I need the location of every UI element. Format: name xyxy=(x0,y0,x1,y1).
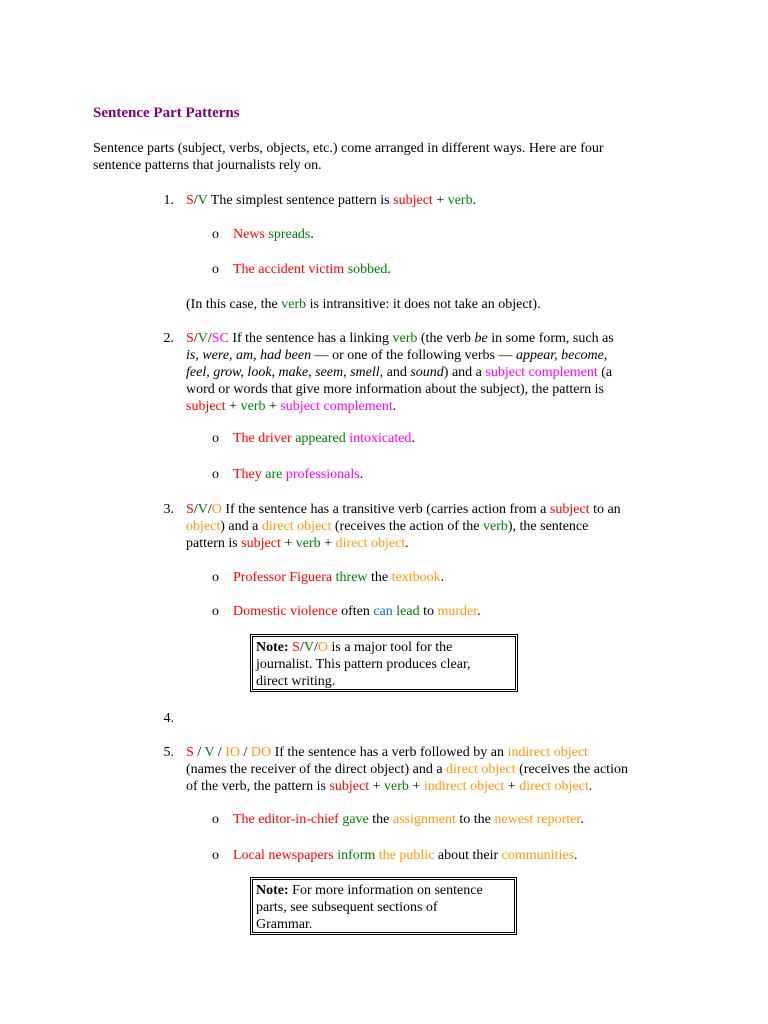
text-run: . xyxy=(387,262,391,277)
term-subject: subject xyxy=(186,399,226,414)
text-run: in some form, such as xyxy=(487,331,614,346)
text-run: journalist. This pattern produces clear, xyxy=(256,657,471,672)
text-run: . xyxy=(574,848,578,863)
text-run: parts, see subsequent sections of xyxy=(256,900,438,915)
text-run: ), the sentence xyxy=(507,519,589,534)
term-object: the public xyxy=(378,848,435,863)
text-run: . xyxy=(472,193,477,208)
note-line xyxy=(256,899,511,916)
list-number: 5. xyxy=(163,745,174,760)
text-run: (receives the action xyxy=(515,762,628,777)
term-subject: subject xyxy=(549,502,590,517)
term-verb: verb xyxy=(384,779,409,794)
text-run: ) and a xyxy=(443,365,486,380)
item-2-line-3 xyxy=(186,364,612,381)
term-subject: subject xyxy=(329,779,370,794)
term-verb: verb xyxy=(392,331,418,346)
term-subject: Local newspapers xyxy=(233,848,334,863)
text-run: / xyxy=(193,331,198,346)
text-run: . xyxy=(477,604,481,619)
term-object: direct object xyxy=(261,519,332,534)
text-run: of the verb, the pattern is xyxy=(186,779,330,794)
intro-line-2: sentence patterns that journalists rely on. xyxy=(93,158,322,173)
term-object: O xyxy=(211,502,222,517)
text-run: . xyxy=(411,431,415,446)
text-run: is a major tool for the xyxy=(327,640,453,655)
text-run: + xyxy=(320,536,336,551)
text-run: / xyxy=(299,640,304,655)
intro-line-1: Sentence parts (subject, verbs, objects, etc.) come arranged in different ways. Here are four xyxy=(93,141,604,156)
text-run: + xyxy=(280,536,296,551)
term-subject: S xyxy=(186,745,194,760)
note-label: Note: xyxy=(256,640,289,655)
text-run: + xyxy=(265,399,281,414)
note-label: Note: xyxy=(256,883,289,898)
note-line xyxy=(256,639,512,656)
note-line xyxy=(256,916,511,933)
text-run: about their xyxy=(434,848,502,863)
bullet-marker: o xyxy=(212,262,219,277)
term-object: O xyxy=(317,640,328,655)
item-3-line-1 xyxy=(186,501,621,518)
example-sentence xyxy=(233,847,578,864)
bullet-marker: o xyxy=(212,570,219,585)
term-verb: verb xyxy=(240,399,266,414)
term-object: murder xyxy=(437,604,478,619)
term-subject: News xyxy=(233,227,265,242)
text-run: + xyxy=(225,399,241,414)
text-run: / xyxy=(214,745,226,760)
list-number: 4. xyxy=(163,711,174,726)
text-run: Grammar. xyxy=(256,917,313,932)
text-run: — or one of the following verbs — xyxy=(311,348,516,363)
text-run: (In this case, the xyxy=(186,297,282,312)
term-verb: gave xyxy=(342,812,369,827)
text-run: (names the receiver of the direct object) and a xyxy=(186,762,447,777)
term-object: DO xyxy=(250,745,272,760)
text-run: to xyxy=(419,604,438,619)
term-subject: S xyxy=(186,193,194,208)
note-box xyxy=(250,877,517,935)
text-run: If the sentence has a verb followed by an xyxy=(271,745,508,760)
term-verb: verb xyxy=(281,297,307,312)
example-sentence xyxy=(233,466,363,483)
term-object: direct object xyxy=(446,762,516,777)
text-run: . xyxy=(310,227,314,242)
text-run: + xyxy=(408,779,424,794)
example-sentence xyxy=(233,430,415,447)
term-subject: S xyxy=(186,502,194,517)
term-object: indirect object xyxy=(423,779,505,794)
text-run: is, were, am, had been xyxy=(186,348,312,363)
list-number: 3. xyxy=(163,502,174,517)
term-subject: subject xyxy=(241,536,281,551)
term-object: textbook xyxy=(391,570,441,585)
term-verb: lead xyxy=(396,604,420,619)
term-verb: verb xyxy=(482,519,508,534)
term-subject: The accident victim xyxy=(233,262,345,277)
item-3-line-3 xyxy=(186,535,409,552)
bullet-marker: o xyxy=(212,848,219,863)
term-subject: Professor Figuera xyxy=(233,570,333,585)
example-sentence xyxy=(233,603,481,620)
term-verb: V xyxy=(303,640,314,655)
term-object: communities xyxy=(501,848,574,863)
item-2-line-5 xyxy=(186,398,396,415)
text-run: and xyxy=(383,365,411,380)
text-run: feel, grow, look, make, seem, smell, xyxy=(186,365,384,380)
term-object: direct object xyxy=(335,536,406,551)
text-run: (a xyxy=(597,365,613,380)
term-complement: subject complement xyxy=(280,399,393,414)
term-verb: verb xyxy=(447,193,473,208)
term-verb: V xyxy=(197,193,208,208)
example-sentence xyxy=(233,226,314,243)
text-run: ) and a xyxy=(220,519,262,534)
text-run: / xyxy=(239,745,251,760)
text-run: + xyxy=(432,193,448,208)
text-run: / xyxy=(193,193,198,208)
example-sentence xyxy=(233,569,444,586)
text-run: (the verb xyxy=(417,331,475,346)
term-auxiliary: can xyxy=(373,604,393,619)
term-object: IO xyxy=(225,745,240,760)
text-run: / xyxy=(207,331,212,346)
item-3-line-2 xyxy=(186,518,588,535)
item-5-line-1 xyxy=(186,744,588,761)
example-sentence xyxy=(233,811,584,828)
example-sentence xyxy=(233,261,391,278)
text-run: to the xyxy=(455,812,495,827)
term-verb: V xyxy=(197,502,208,517)
text-run: pattern is xyxy=(186,536,242,551)
bullet-marker: o xyxy=(212,604,219,619)
note-line xyxy=(256,656,512,673)
item-2-line-4 xyxy=(186,381,604,398)
text-run: to an xyxy=(589,502,621,517)
item-2-line-1 xyxy=(186,330,614,347)
text-run: + xyxy=(504,779,520,794)
text-run: / xyxy=(193,502,198,517)
term-verb: are xyxy=(265,467,283,482)
item-5-line-2 xyxy=(186,761,628,778)
text-run: . xyxy=(440,570,445,585)
term-complement: SC xyxy=(211,331,229,346)
item-5-line-3 xyxy=(186,778,592,795)
term-object: object xyxy=(186,519,221,534)
term-verb: spreads xyxy=(268,227,311,242)
text-run: word or words that give more information about the subject), the pattern is xyxy=(186,382,604,397)
text-run: + xyxy=(369,779,385,794)
item-2-line-2 xyxy=(186,347,607,364)
term-object: newest reporter xyxy=(494,812,581,827)
text-run: . xyxy=(392,399,397,414)
term-subject: The editor-in-chief xyxy=(233,812,339,827)
term-complement: professionals xyxy=(285,467,360,482)
text-run: / xyxy=(193,745,205,760)
term-object: indirect object xyxy=(507,745,588,760)
text-run: often xyxy=(337,604,374,619)
text-run: direct writing. xyxy=(256,674,336,689)
bullet-marker: o xyxy=(212,812,219,827)
list-number: 1. xyxy=(163,193,174,208)
text-run: / xyxy=(313,640,318,655)
item-1-line-1 xyxy=(186,192,476,209)
document-title: Sentence Part Patterns xyxy=(93,105,240,121)
term-object: direct object xyxy=(519,779,589,794)
bullet-marker: o xyxy=(212,431,219,446)
text-run: sound xyxy=(410,365,444,380)
term-complement: subject complement xyxy=(485,365,598,380)
note-line xyxy=(256,882,511,899)
text-run: For more information on sentence xyxy=(288,883,483,898)
text-run: . xyxy=(588,779,593,794)
term-verb: verb xyxy=(295,536,321,551)
text-run: is intransitive: it does not take an object). xyxy=(306,297,541,312)
term-complement: intoxicated xyxy=(349,431,412,446)
note-box xyxy=(250,634,518,692)
text-run: The simplest sentence pattern is xyxy=(207,193,394,208)
text-run: . xyxy=(359,467,364,482)
list-number: 2. xyxy=(163,331,174,346)
term-verb: V xyxy=(197,331,208,346)
text-run: If the sentence has a transitive verb (carries action from a xyxy=(221,502,550,517)
term-subject: subject xyxy=(393,193,433,208)
bullet-marker: o xyxy=(212,467,219,482)
term-subject: They xyxy=(233,467,262,482)
text-run: . xyxy=(580,812,584,827)
term-subject: The driver xyxy=(233,431,292,446)
term-verb: inform xyxy=(337,848,376,863)
text-run: appear, become, xyxy=(516,348,608,363)
term-verb: sobbed xyxy=(347,262,388,277)
term-subject: S xyxy=(186,331,194,346)
text-run: If the sentence has a linking xyxy=(228,331,393,346)
item-1-note xyxy=(186,296,541,313)
text-run: . xyxy=(405,536,409,551)
term-verb: threw xyxy=(335,570,368,585)
bullet-marker: o xyxy=(212,227,219,242)
note-line xyxy=(256,673,512,690)
text-run: the xyxy=(368,812,393,827)
text-run: / xyxy=(207,502,212,517)
term-verb: appeared xyxy=(295,431,346,446)
term-object: assignment xyxy=(392,812,456,827)
text-run: the xyxy=(367,570,392,585)
text-run: be xyxy=(474,331,488,346)
term-subject: Domestic violence xyxy=(233,604,338,619)
term-subject: S xyxy=(292,640,300,655)
term-verb: V xyxy=(204,745,215,760)
text-run: (receives the action of the xyxy=(331,519,483,534)
